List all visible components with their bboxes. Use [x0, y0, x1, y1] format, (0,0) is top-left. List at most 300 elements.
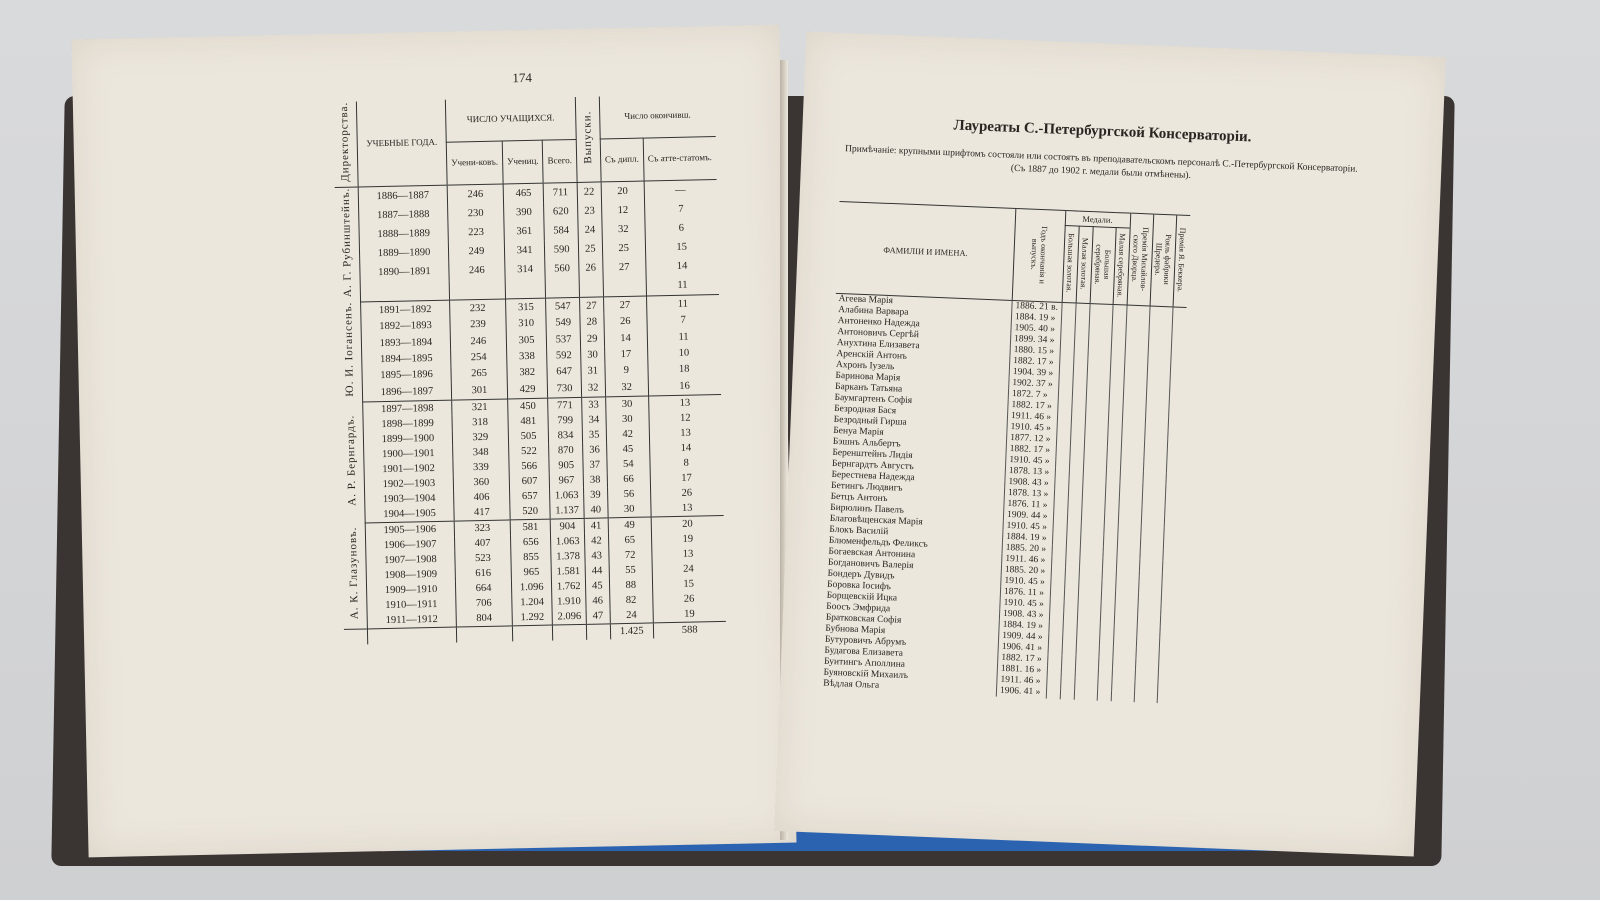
stats-cell: 38	[583, 472, 607, 487]
award-cell	[1075, 303, 1089, 315]
award-cell	[1080, 524, 1103, 536]
laureate-year: 1882. 17 »	[998, 653, 1048, 666]
award-cell	[1126, 305, 1149, 317]
award-cell	[1106, 459, 1120, 471]
stats-cell: 249	[448, 241, 504, 261]
director-name: А. К. Глазуновъ.	[346, 526, 361, 620]
stats-cell: 523	[455, 550, 511, 566]
award-cell	[1048, 633, 1062, 645]
header-diploma: Съ дипл.	[600, 138, 644, 182]
stats-cell: 1.204	[512, 594, 553, 610]
award-cell	[1097, 679, 1111, 691]
award-cell	[1170, 362, 1184, 374]
award-cell	[1111, 690, 1134, 702]
laureate-name: Бутуровичъ Абрумъ	[824, 634, 907, 648]
laureate-name: Безродная Бася	[833, 403, 897, 417]
award-cell	[1124, 350, 1147, 362]
award-cell	[1143, 460, 1166, 472]
stats-cell: 33	[581, 397, 605, 413]
laureate-name: Бернгардтъ Августъ	[831, 458, 914, 473]
award-cell	[1077, 612, 1100, 624]
stats-cell: 265	[451, 365, 507, 383]
stats-cell: 1900—1901	[364, 445, 453, 462]
laureate-year: 1882. 17 »	[1010, 356, 1060, 369]
award-cell	[1111, 327, 1125, 339]
stats-cell: 1905—1906	[365, 521, 454, 538]
award-cell	[1110, 349, 1124, 361]
award-cell	[1079, 568, 1102, 580]
stats-cell	[546, 278, 580, 298]
award-cell	[1074, 678, 1097, 690]
stats-cell: 560	[545, 259, 579, 279]
award-cell	[1125, 328, 1148, 340]
stats-cell: 246	[450, 332, 506, 350]
award-cell	[1098, 668, 1112, 680]
award-cell	[1072, 380, 1086, 392]
award-cell	[1166, 450, 1180, 462]
stats-cell: 23	[577, 202, 601, 221]
award-cell	[1170, 351, 1184, 363]
stats-cell: 1911—1912	[367, 611, 456, 628]
award-cell	[1115, 591, 1138, 603]
page-number: 174	[512, 69, 533, 86]
stats-cell: 35	[582, 427, 606, 442]
header-names: ФАМИЛІИ И ИМЕНА.	[836, 201, 1016, 300]
stats-cell: 11	[647, 328, 720, 346]
award-cell	[1136, 636, 1159, 648]
award-cell	[1137, 614, 1160, 626]
award-cell	[1163, 538, 1177, 550]
award-cell	[1103, 525, 1117, 537]
stats-cell: 30	[580, 347, 604, 364]
award-cell	[1102, 569, 1116, 581]
laureate-name: Бэшнъ Альбертъ	[832, 436, 901, 450]
stats-cell: 19	[651, 531, 724, 548]
award-cell	[1070, 424, 1084, 436]
award-cell	[1168, 406, 1182, 418]
award-cell	[1158, 659, 1172, 671]
stats-cell: 657	[509, 488, 550, 504]
stats-cell: 616	[455, 565, 511, 581]
laureate-year: 1911. 46 »	[1002, 554, 1052, 567]
laureate-name: Безродный Гирша	[833, 414, 907, 428]
stats-cell: 32	[602, 220, 645, 240]
award-cell	[1157, 681, 1171, 693]
stats-cell: 799	[548, 413, 582, 429]
header-graduates: Число окончивш.	[599, 94, 715, 138]
laureate-name: Бенуа Марія	[833, 425, 884, 438]
laureate-year: 1910. 45 »	[1001, 576, 1051, 589]
award-cell	[1058, 380, 1072, 392]
laureate-year: 1872. 7 »	[1008, 389, 1058, 402]
stats-cell: 361	[504, 222, 545, 242]
award-cell	[1052, 534, 1066, 546]
stats-cell: 223	[448, 222, 504, 242]
stats-cell: 42	[584, 533, 608, 548]
header-female: Учениц.	[502, 140, 543, 184]
stats-cell: 43	[585, 548, 609, 563]
stats-cell: 230	[448, 204, 504, 224]
stats-cell: 321	[452, 399, 508, 416]
laureate-name: Богаевская Антонина	[828, 546, 916, 561]
stats-cell: 19	[653, 606, 726, 623]
laureate-year: 1886. 21 в.	[1012, 300, 1062, 313]
award-cell	[1167, 439, 1181, 451]
stats-cell: 13	[651, 546, 724, 563]
award-cell	[1056, 424, 1070, 436]
stats-cell: 1898—1899	[363, 415, 452, 432]
award-cell	[1121, 437, 1144, 449]
stats-cell: 348	[453, 444, 509, 460]
award-cell	[1055, 457, 1069, 469]
award-cell	[1142, 471, 1165, 483]
award-cell	[1165, 494, 1179, 506]
award-cell	[1119, 481, 1142, 493]
award-cell	[1142, 493, 1165, 505]
laureate-year: 1882. 17 »	[1008, 400, 1058, 413]
stats-cell: 547	[546, 297, 580, 315]
award-cell	[1135, 647, 1158, 659]
stats-cell: 13	[649, 425, 722, 442]
laureate-year: 1899. 34 »	[1010, 334, 1060, 347]
stats-cell: 1906—1907	[366, 536, 455, 553]
award-cell	[1080, 535, 1103, 547]
stats-cell: 45	[585, 578, 609, 593]
stats-cell: 706	[456, 595, 512, 611]
stats-cell: 1887—1888	[359, 205, 448, 226]
stats-cell: 13	[650, 500, 723, 517]
stats-cell: 32	[581, 380, 605, 398]
stats-cell: 1.292	[512, 609, 553, 625]
stats-cell: 7	[644, 199, 717, 219]
award-cell	[1061, 666, 1075, 678]
stats-cell: 323	[454, 520, 510, 537]
laureate-name: Баринова Марія	[835, 370, 901, 384]
award-cell	[1047, 655, 1061, 667]
stats-cell: 31	[581, 363, 605, 380]
stats-cell: 24	[652, 561, 725, 578]
stats-cell: 26	[652, 591, 725, 608]
stats-cell: 382	[507, 364, 548, 381]
award-cell	[1087, 359, 1110, 371]
award-cell	[1098, 657, 1112, 669]
award-cell	[1161, 593, 1175, 605]
laureate-name: Алабина Варвара	[837, 304, 909, 318]
award-cell	[1111, 679, 1134, 691]
stats-cell: 8	[650, 455, 723, 472]
award-cell	[1162, 549, 1176, 561]
stats-cell: 481	[508, 413, 549, 429]
award-cell	[1165, 472, 1179, 484]
stats-cell: 88	[609, 577, 652, 593]
laureate-name: Благовѣщенская Марія	[829, 513, 923, 528]
stats-cell: 56	[607, 486, 650, 502]
stats-cell: 254	[451, 349, 507, 367]
laureate-name: Буяновскій Михаилъ	[823, 667, 909, 682]
laureate-year: 1876. 11 »	[1004, 499, 1054, 512]
award-cell	[1089, 315, 1112, 327]
award-cell	[1058, 391, 1072, 403]
award-cell	[1049, 611, 1063, 623]
award-cell	[1120, 459, 1143, 471]
award-cell	[1118, 503, 1141, 515]
laureate-name: Агеева Марія	[838, 293, 894, 307]
laureate-name: Буитингъ Аполлина	[823, 656, 906, 670]
award-cell	[1157, 692, 1171, 704]
stats-cell: 20	[601, 181, 644, 201]
award-cell	[1046, 688, 1060, 700]
award-cell	[1057, 413, 1071, 425]
award-cell	[1079, 557, 1102, 569]
stats-cell: 232	[450, 299, 506, 317]
stats-cell: 11	[646, 275, 719, 296]
stats-cell: 664	[455, 580, 511, 596]
award-cell	[1109, 371, 1123, 383]
award-cell	[1083, 447, 1106, 459]
stats-cell: 12	[649, 410, 722, 427]
award-cell	[1075, 645, 1098, 657]
award-cell	[1147, 361, 1170, 373]
stats-cell: 1904—1905	[365, 505, 454, 522]
laureate-name: Блюменфельдъ Феликсъ	[828, 535, 928, 550]
stats-cell: 406	[454, 489, 510, 505]
laureate-name: Баумгартенъ Софія	[834, 392, 913, 407]
award-cell	[1112, 668, 1135, 680]
award-cell	[1065, 567, 1079, 579]
award-cell	[1109, 393, 1123, 405]
stats-cell: 1899—1900	[363, 430, 452, 447]
award-cell	[1064, 578, 1078, 590]
award-cell	[1171, 340, 1185, 352]
award-cell	[1139, 559, 1162, 571]
laureate-year: 1910. 45 »	[1003, 521, 1053, 534]
award-cell	[1145, 416, 1168, 428]
stats-cell: 465	[503, 183, 544, 203]
award-cell	[1134, 680, 1157, 692]
award-cell	[1137, 603, 1160, 615]
stats-cell: 239	[450, 316, 506, 334]
award-cell	[1047, 666, 1061, 678]
laureate-year: 1909. 44 »	[998, 631, 1048, 644]
award-cell	[1085, 414, 1108, 426]
award-cell	[1073, 358, 1087, 370]
laureate-name: Борщевскій Ицка	[826, 590, 898, 604]
award-cell	[1139, 570, 1162, 582]
award-cell	[1115, 580, 1138, 592]
laureate-name: Антоновичъ Сергѣй	[837, 326, 920, 341]
stats-cell: 26	[650, 485, 723, 502]
award-cell	[1164, 516, 1178, 528]
stats-cell: 1901—1902	[364, 460, 453, 477]
award-cell	[1085, 403, 1108, 415]
award-cell	[1084, 436, 1107, 448]
award-cell	[1073, 347, 1087, 359]
award-cell	[1097, 690, 1111, 702]
laureates-note: Примѣчаніе: крупными шрифтомъ состояли или состоятъ въ преподавательскомъ персоналѣ С.-Петербургской Консерваторіи. (Съ 1887 до 1902 г. медали были отмѣнены).	[844, 144, 1358, 182]
award-cell	[1054, 490, 1068, 502]
award-cell	[1112, 657, 1135, 669]
stats-cell: 771	[548, 397, 582, 413]
award-cell	[1088, 326, 1111, 338]
award-cell	[1073, 369, 1087, 381]
stats-cell: 17	[650, 470, 723, 487]
stats-cell: 584	[544, 221, 578, 241]
stats-cell: 522	[508, 443, 549, 459]
award-cell	[1067, 512, 1081, 524]
stats-cell: 855	[511, 549, 552, 565]
stats-cell: 11	[646, 294, 719, 313]
award-cell	[1069, 457, 1083, 469]
header-bekker-prize: Премія Я. Беккера.	[1173, 215, 1190, 307]
award-cell	[1113, 635, 1136, 647]
stats-cell: 47	[586, 608, 610, 624]
award-cell	[1099, 635, 1113, 647]
award-cell	[1163, 527, 1177, 539]
stats-cell: 1910—1911	[367, 596, 456, 613]
stats-cell: 1.581	[552, 564, 586, 580]
award-cell	[1109, 382, 1123, 394]
stats-cell: 66	[607, 471, 650, 487]
award-cell	[1113, 624, 1136, 636]
stats-cell: 24	[578, 220, 602, 239]
left-page	[72, 25, 797, 858]
header-director: Директорства.	[333, 102, 358, 188]
award-cell	[1084, 425, 1107, 437]
stats-cell: 7	[647, 311, 720, 329]
laureate-name: Братковская Софія	[825, 612, 902, 626]
award-cell	[1098, 646, 1112, 658]
laureates-body	[820, 293, 1186, 703]
award-cell	[1063, 600, 1077, 612]
award-cell	[1078, 590, 1101, 602]
award-cell	[1059, 347, 1073, 359]
header-small-gold: Малая золотая.	[1076, 226, 1093, 303]
award-cell	[1161, 582, 1175, 594]
award-cell	[1083, 458, 1106, 470]
stats-cell: 36	[582, 442, 606, 457]
award-cell	[1158, 670, 1172, 682]
stats-cell: 1893—1894	[361, 333, 450, 351]
stats-cell: 1903—1904	[365, 490, 454, 507]
stats-cell: 1.378	[551, 549, 585, 565]
award-cell	[1169, 384, 1183, 396]
award-cell	[1075, 656, 1098, 668]
award-cell	[1108, 415, 1122, 427]
header-years: УЧЕБНЫЕ ГОДА.	[356, 100, 447, 187]
laureate-year: 1882. 17 »	[1006, 444, 1056, 457]
stats-cell: 407	[455, 535, 511, 551]
stats-cell: 26	[579, 258, 603, 277]
laureate-name: Бондеръ Дувидъ	[827, 568, 895, 582]
award-cell	[1082, 480, 1105, 492]
stats-cell: 27	[579, 297, 603, 315]
award-cell	[1060, 336, 1074, 348]
award-cell	[1069, 468, 1083, 480]
laureate-name: Боосъ Эмфрида	[826, 601, 891, 615]
award-cell	[1146, 383, 1169, 395]
award-cell	[1148, 328, 1171, 340]
stats-cell: 42	[606, 426, 649, 442]
award-cell	[1112, 304, 1126, 316]
stats-cell: 566	[509, 458, 550, 474]
stats-cell: 1902—1903	[364, 475, 453, 492]
stats-cell: 360	[453, 474, 509, 490]
award-cell	[1159, 637, 1173, 649]
award-cell	[1057, 402, 1071, 414]
stats-cell: 804	[456, 610, 512, 627]
award-cell	[1122, 404, 1145, 416]
stats-cell: 1894—1895	[362, 350, 451, 368]
right-page	[774, 31, 1446, 856]
award-cell	[1148, 339, 1171, 351]
stats-cell: 318	[452, 414, 508, 430]
total-diploma: 1.425	[610, 623, 653, 639]
award-cell	[1136, 625, 1159, 637]
stats-cell: 29	[580, 330, 604, 347]
laureate-name: Бубнова Марія	[825, 623, 886, 637]
award-cell	[1076, 634, 1099, 646]
award-cell	[1088, 337, 1111, 349]
laureate-name: Блокъ Василій	[829, 524, 889, 538]
award-cell	[1141, 515, 1164, 527]
award-cell	[1061, 314, 1075, 326]
award-cell	[1066, 534, 1080, 546]
stats-cell: 246	[447, 184, 503, 205]
laureate-year: 1906. 41 »	[998, 642, 1048, 655]
award-cell	[1160, 604, 1174, 616]
header-certificate: Съ атте-статомъ.	[643, 136, 716, 181]
stats-cell: 711	[544, 182, 578, 202]
stats-cell: 338	[506, 348, 547, 365]
award-cell	[1140, 526, 1163, 538]
stats-cell: 870	[549, 443, 583, 459]
award-cell	[1053, 501, 1067, 513]
award-cell	[1114, 602, 1137, 614]
laureate-year: 1885. 20 »	[1001, 565, 1051, 578]
award-cell	[1055, 446, 1069, 458]
header-year: Годъ окончанія и выпускъ.	[1012, 209, 1065, 303]
award-cell	[1135, 669, 1158, 681]
stats-cell: 27	[603, 296, 646, 314]
stats-cell: 1.910	[552, 594, 586, 610]
award-cell	[1071, 413, 1085, 425]
award-cell	[1147, 350, 1170, 362]
stats-cell: 30	[605, 396, 648, 412]
stats-cell: 1897—1898	[363, 400, 452, 417]
award-cell	[1123, 393, 1146, 405]
laureate-year: 1880. 15 »	[1010, 345, 1060, 358]
stats-cell: 27	[603, 257, 646, 277]
stats-cell: 1896—1897	[362, 383, 451, 402]
stats-cell: 1907—1908	[366, 551, 455, 568]
award-cell	[1075, 667, 1098, 679]
award-cell	[1169, 373, 1183, 385]
laureate-name: Ахронъ Іузель	[835, 359, 895, 373]
award-cell	[1168, 417, 1182, 429]
stats-cell: 14	[649, 440, 722, 457]
award-cell	[1126, 317, 1149, 329]
stats-cell: 13	[648, 394, 721, 411]
award-cell	[1139, 548, 1162, 560]
stats-cell: 1.063	[551, 534, 585, 550]
award-cell	[1103, 536, 1117, 548]
stats-cell: 34	[582, 412, 606, 427]
award-cell	[1099, 624, 1113, 636]
award-cell	[1070, 435, 1084, 447]
laureates-title: Лауреаты С.-Петербургской Консерваторіи.	[953, 117, 1252, 146]
award-cell	[1138, 592, 1161, 604]
laureate-year: 1884. 19 »	[1002, 532, 1052, 545]
